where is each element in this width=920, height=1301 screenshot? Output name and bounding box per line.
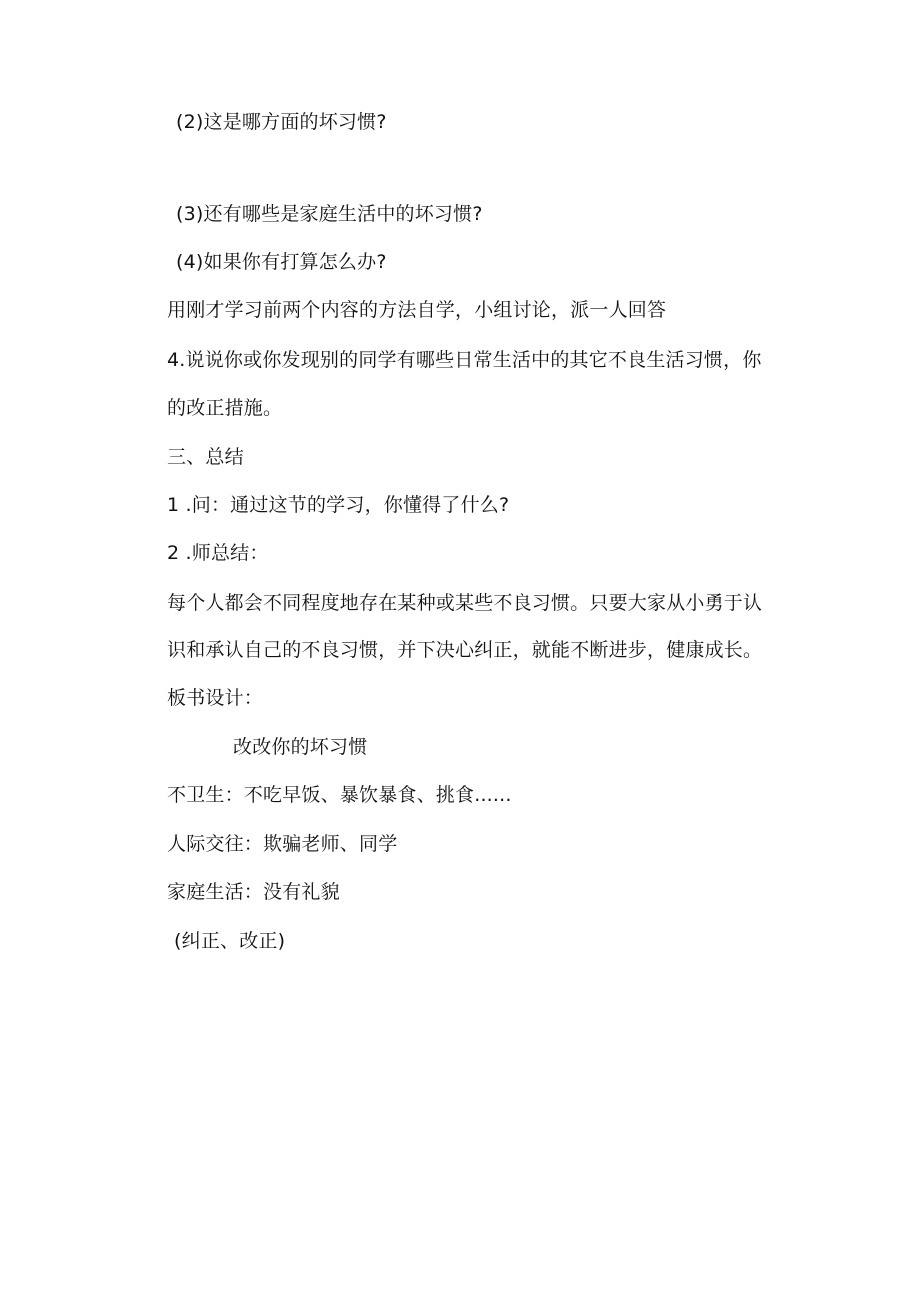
board-correction: (纠正、改正)	[174, 930, 286, 952]
question-3: (3)还有哪些是家庭生活中的坏习惯?	[176, 203, 483, 225]
summary-item-1: 1 .问：通过这节的学习，你懂得了什么?	[167, 494, 510, 516]
board-title: 改改你的坏习惯	[233, 736, 368, 758]
question-2: (2)这是哪方面的坏习惯?	[176, 111, 387, 133]
board-hygiene: 不卫生：不吃早饭、暴饮暴食、挑食......	[167, 784, 512, 806]
item-4-line-1: 4.说说你或你发现别的同学有哪些日常生活中的其它不良生活习惯，你	[167, 349, 762, 371]
teacher-summary-line-1: 每个人都会不同程度地存在某种或某些不良习惯。只要大家从小勇于认	[167, 592, 763, 614]
question-4: (4)如果你有打算怎么办?	[176, 251, 387, 273]
summary-item-2: 2 .师总结：	[167, 542, 269, 564]
board-family: 家庭生活：没有礼貌	[167, 881, 340, 903]
instruction-text: 用刚才学习前两个内容的方法自学，小组讨论，派一人回答	[167, 299, 667, 321]
board-social: 人际交往：欺骗老师、同学	[167, 833, 398, 855]
item-4-line-2: 的改正措施。	[167, 397, 283, 419]
board-design-label: 板书设计：	[167, 687, 264, 709]
section-3-heading: 三、总结	[167, 446, 244, 468]
teacher-summary-line-2: 识和承认自己的不良习惯，并下决心纠正，就能不断进步，健康成长。	[167, 639, 763, 661]
